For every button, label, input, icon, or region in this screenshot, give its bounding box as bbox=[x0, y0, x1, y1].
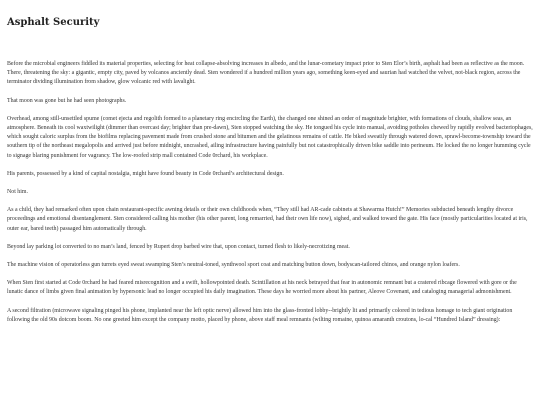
document-body bbox=[7, 60, 533, 325]
paragraph: A second filtration (microwave signaling pinged his phone, implanted near the left optic nerve) allowed him into the glass-fronted lobby--brightly lit and primarily colored in tedious homage to tech giant origination following the old 90s dotcom boom. No one greeted him except the company motto, placed by phone, above staff meal remnants (wilting romaine, quinoa amaranth croutons, lo-cal “Hundred Island” dressing): bbox=[7, 307, 513, 323]
page-title: Asphalt Security bbox=[7, 17, 100, 28]
paragraph: The machine vision of operatorless gun turrets eyed sweat swamping Sten’s neutral-toned, synthwool sport coat and matching button down, bodyscan-tailored chinos, and orange nylon loafers. bbox=[7, 262, 460, 269]
paragraph: When Sten first started at Code 0rchard he had feared misrecognition and a swift, hollowpointed death. Scintillation at his neck betrayed that fear in autonomic remnant but a cratered ribcage flowered with gore or the lunatic dance of limbs given final animation by hypersonic lead no longer occupied his daily imagination. These days he worried more about his partner, Aleove Covenant, and cataloging managerial admonishment. bbox=[7, 280, 517, 296]
paragraph: Overhead, among still-unsettled spume (comet ejecta and regolith formed to a planetary ring encircling the Earth), the changed one shined an order of magnitude brighter, with formations of clouds, shallow seas, an atmosphere. Beneath its cool waxtwilight (dimmer than overcast day; brighter than pre-dawn), Sten stopped watching the sky. He tongued his cycle into manual, avoiding potholes chewed by rapidly evolved bacteriophages, which sought caloric surplus from the biofilms replacing pavement made from crushed stone and bitumen and the gelatinous remains of cattle. He biked sweatily through watered down, sprawl-become-township toward the southern tip of the northeast megalopolis and arrived just before midnight, uncrashed, ailing infrastructure having painfully but not catastrophically driven bike saddle into perineum. He locked the no longer humming cycle to signage blaring punishment for vagrancy. The low-roofed strip mall contained Code 0rchard, his workplace. bbox=[7, 115, 533, 159]
paragraph: Not him. bbox=[7, 189, 28, 196]
paragraph: As a child, they had remarked often upon chain restaurant-specific awning details or their own childhoods when, “They still had AR-cade cabinets at Shawarma Hutch!” Memories subducted beneath lengthy divorce proceedings and emotional disentanglement. Sten considered calling his mother (his other parent, long remarried, had their own life now), sighed, and walked toward the gate. His face (mostly particularities located at iris, outer ear, bared teeth) passaged him automatically through. bbox=[7, 207, 528, 232]
paragraph: Before the microbial engineers fiddled its material properties, selecting for heat collapse-absolving increases in albedo, and the lunar-cometary impact prior to Sten Elor’s birth, asphalt had been as reflective as the moon. There, threatening the sky: a gigantic, empty city, paved by volcanos anciently dead. Sten wondered if a hundred million years ago, something keen-eyed and saurian had watched the velvet, not-black region, across the terminator dividing illumination from shadow, glow volcanic red with lavalight. bbox=[7, 61, 525, 86]
paragraph: His parents, possessed by a kind of capital nostalgia, might have found beauty in Code 0rchard’s architectural design. bbox=[7, 170, 284, 177]
paragraph: That moon was gone but he had seen photographs. bbox=[7, 97, 127, 104]
paragraph: Beyond lay parking lot converted to no man’s land, fenced by Rupert drop barbed wire that, upon contact, turned flesh to likely-necrotizing meat. bbox=[7, 243, 350, 250]
